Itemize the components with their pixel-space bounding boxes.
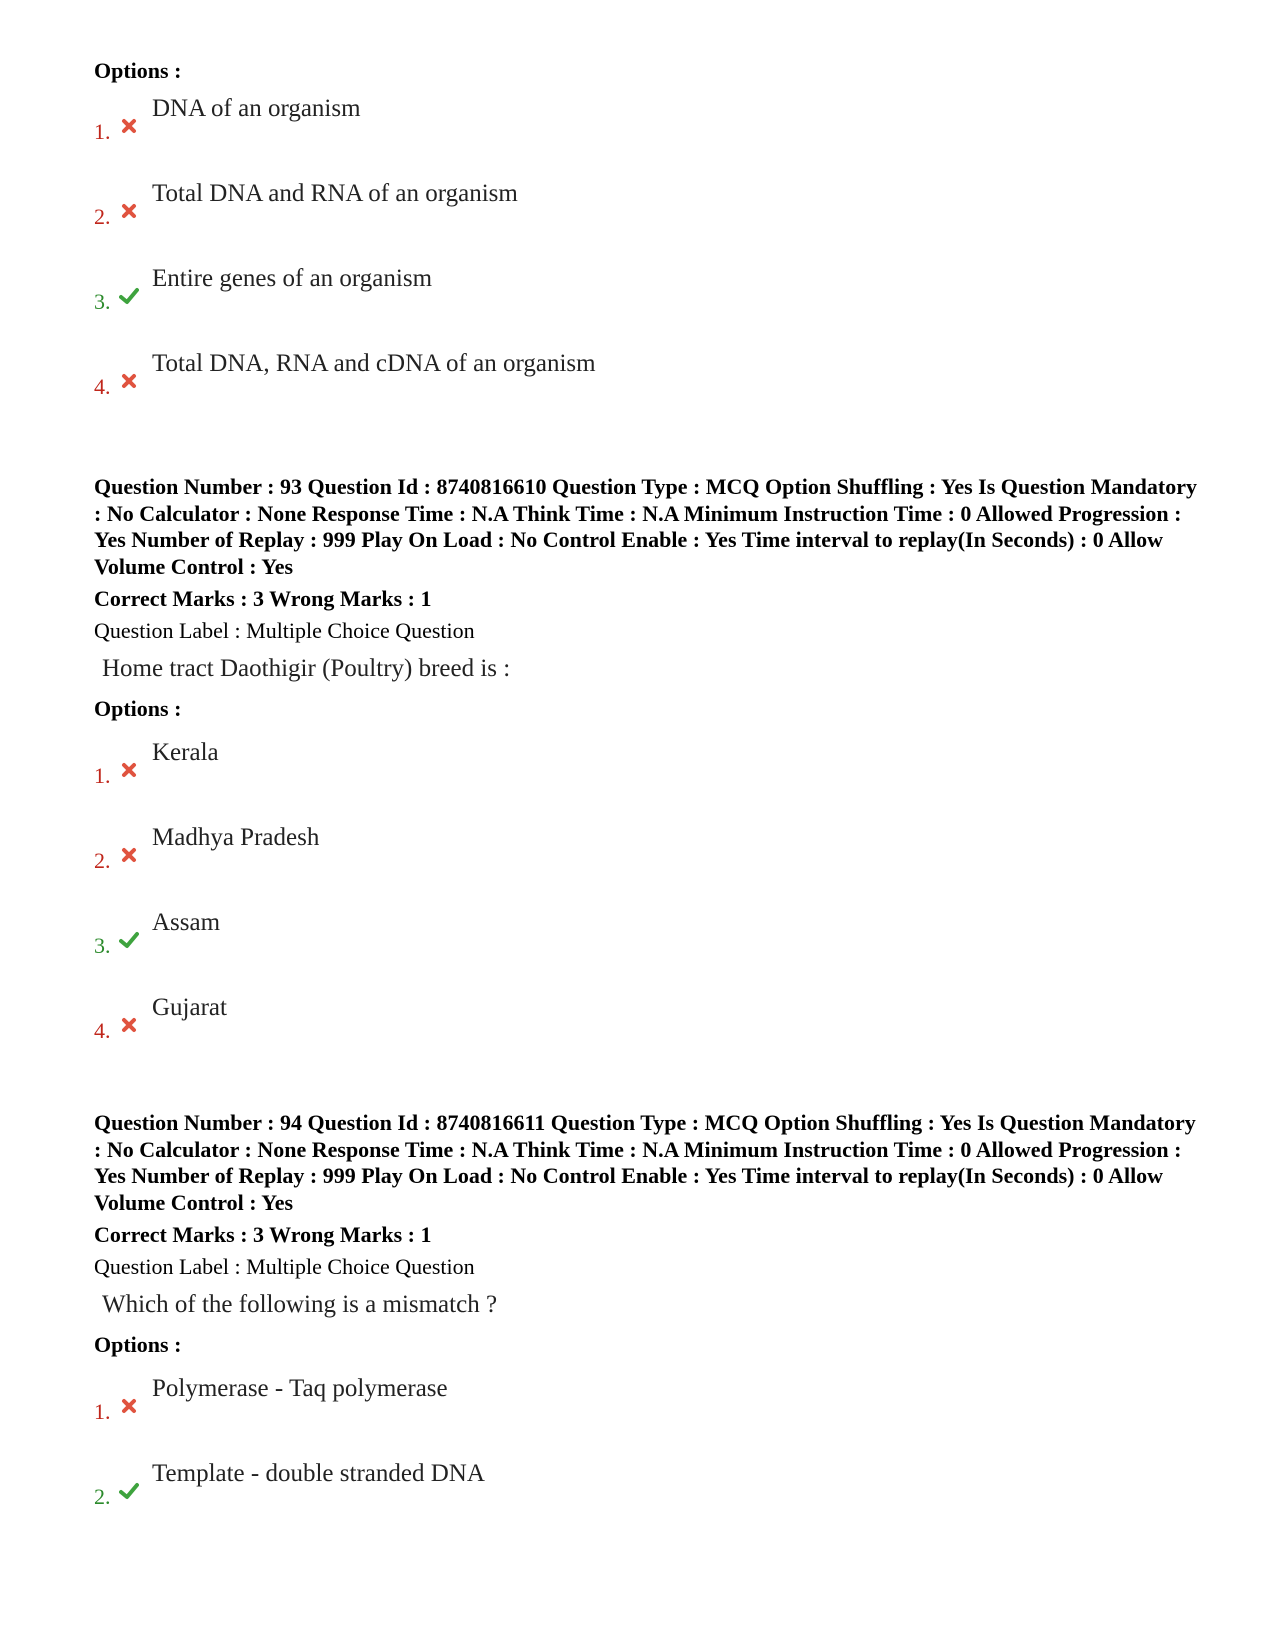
check-icon [119,286,139,306]
option-number: 3. [94,289,111,314]
option-number: 1. [94,1399,111,1424]
option-item [94,264,1204,349]
option-text: Polymerase - Taq polymerase [152,1375,448,1402]
option-item [94,349,1204,434]
option-number: 2. [94,204,111,229]
option-text: DNA of an organism [152,95,361,122]
cross-icon [119,371,139,391]
options-list [94,738,1204,1078]
option-text: Kerala [152,739,219,766]
question-block-94 [94,1110,1204,1544]
option-text: Total DNA and RNA of an organism [152,180,518,207]
option-item [94,908,1204,993]
option-number: 2. [94,1484,111,1509]
option-text: Assam [152,909,221,936]
cross-icon [119,201,139,221]
option-item [94,823,1204,908]
options-list [94,94,1204,434]
cross-icon [119,116,139,136]
question-marks: Correct Marks : 3 Wrong Marks : 1 [94,1222,432,1247]
question-block-93 [94,474,1204,1078]
question-label: Question Label : Multiple Choice Question [94,618,475,643]
option-text: Template - double stranded DNA [152,1460,485,1487]
question-meta: Question Number : 94 Question Id : 8740816611 Question Type : MCQ Option Shuffling : Yes Is Question Mandatory : No Calculator : None Response Time : N.A Think Time : N.A Minimum Instruction Time : 0 Allowed Progression : Yes Number of Replay : 999 Play On Load : No Control Enable : Yes Time interval to replay(In Seconds) : 0 Allow Volume Control : Yes [94,1110,1196,1215]
option-number: 2. [94,848,111,873]
option-item [94,179,1204,264]
option-number: 4. [94,1018,111,1043]
check-icon [119,930,139,950]
cross-icon [119,845,139,865]
option-text: Entire genes of an organism [152,265,433,292]
option-number: 4. [94,374,111,399]
check-icon [119,1481,139,1501]
cross-icon [119,1015,139,1035]
option-number: 3. [94,933,111,958]
option-item [94,1374,1204,1459]
option-number: 1. [94,763,111,788]
option-text: Madhya Pradesh [152,824,320,851]
options-list [94,1374,1204,1544]
option-item [94,993,1204,1078]
options-heading: Options : [94,1332,182,1357]
question-text: Which of the following is a mismatch ? [102,1291,498,1318]
question-marks: Correct Marks : 3 Wrong Marks : 1 [94,586,432,611]
question-meta: Question Number : 93 Question Id : 8740816610 Question Type : MCQ Option Shuffling : Yes Is Question Mandatory : No Calculator : None Response Time : N.A Think Time : N.A Minimum Instruction Time : 0 Allowed Progression : Yes Number of Replay : 999 Play On Load : No Control Enable : Yes Time interval to replay(In Seconds) : 0 Allow Volume Control : Yes [94,474,1197,579]
option-text: Gujarat [152,994,227,1021]
option-item [94,738,1204,823]
option-number: 1. [94,119,111,144]
option-item [94,1459,1204,1544]
options-heading: Options : [94,696,182,721]
cross-icon [119,760,139,780]
options-block-top [94,58,1204,434]
cross-icon [119,1396,139,1416]
option-item [94,94,1204,179]
options-heading: Options : [94,58,182,83]
question-text: Home tract Daothigir (Poultry) breed is : [102,655,511,682]
question-label: Question Label : Multiple Choice Question [94,1254,475,1279]
option-text: Total DNA, RNA and cDNA of an organism [152,350,596,377]
